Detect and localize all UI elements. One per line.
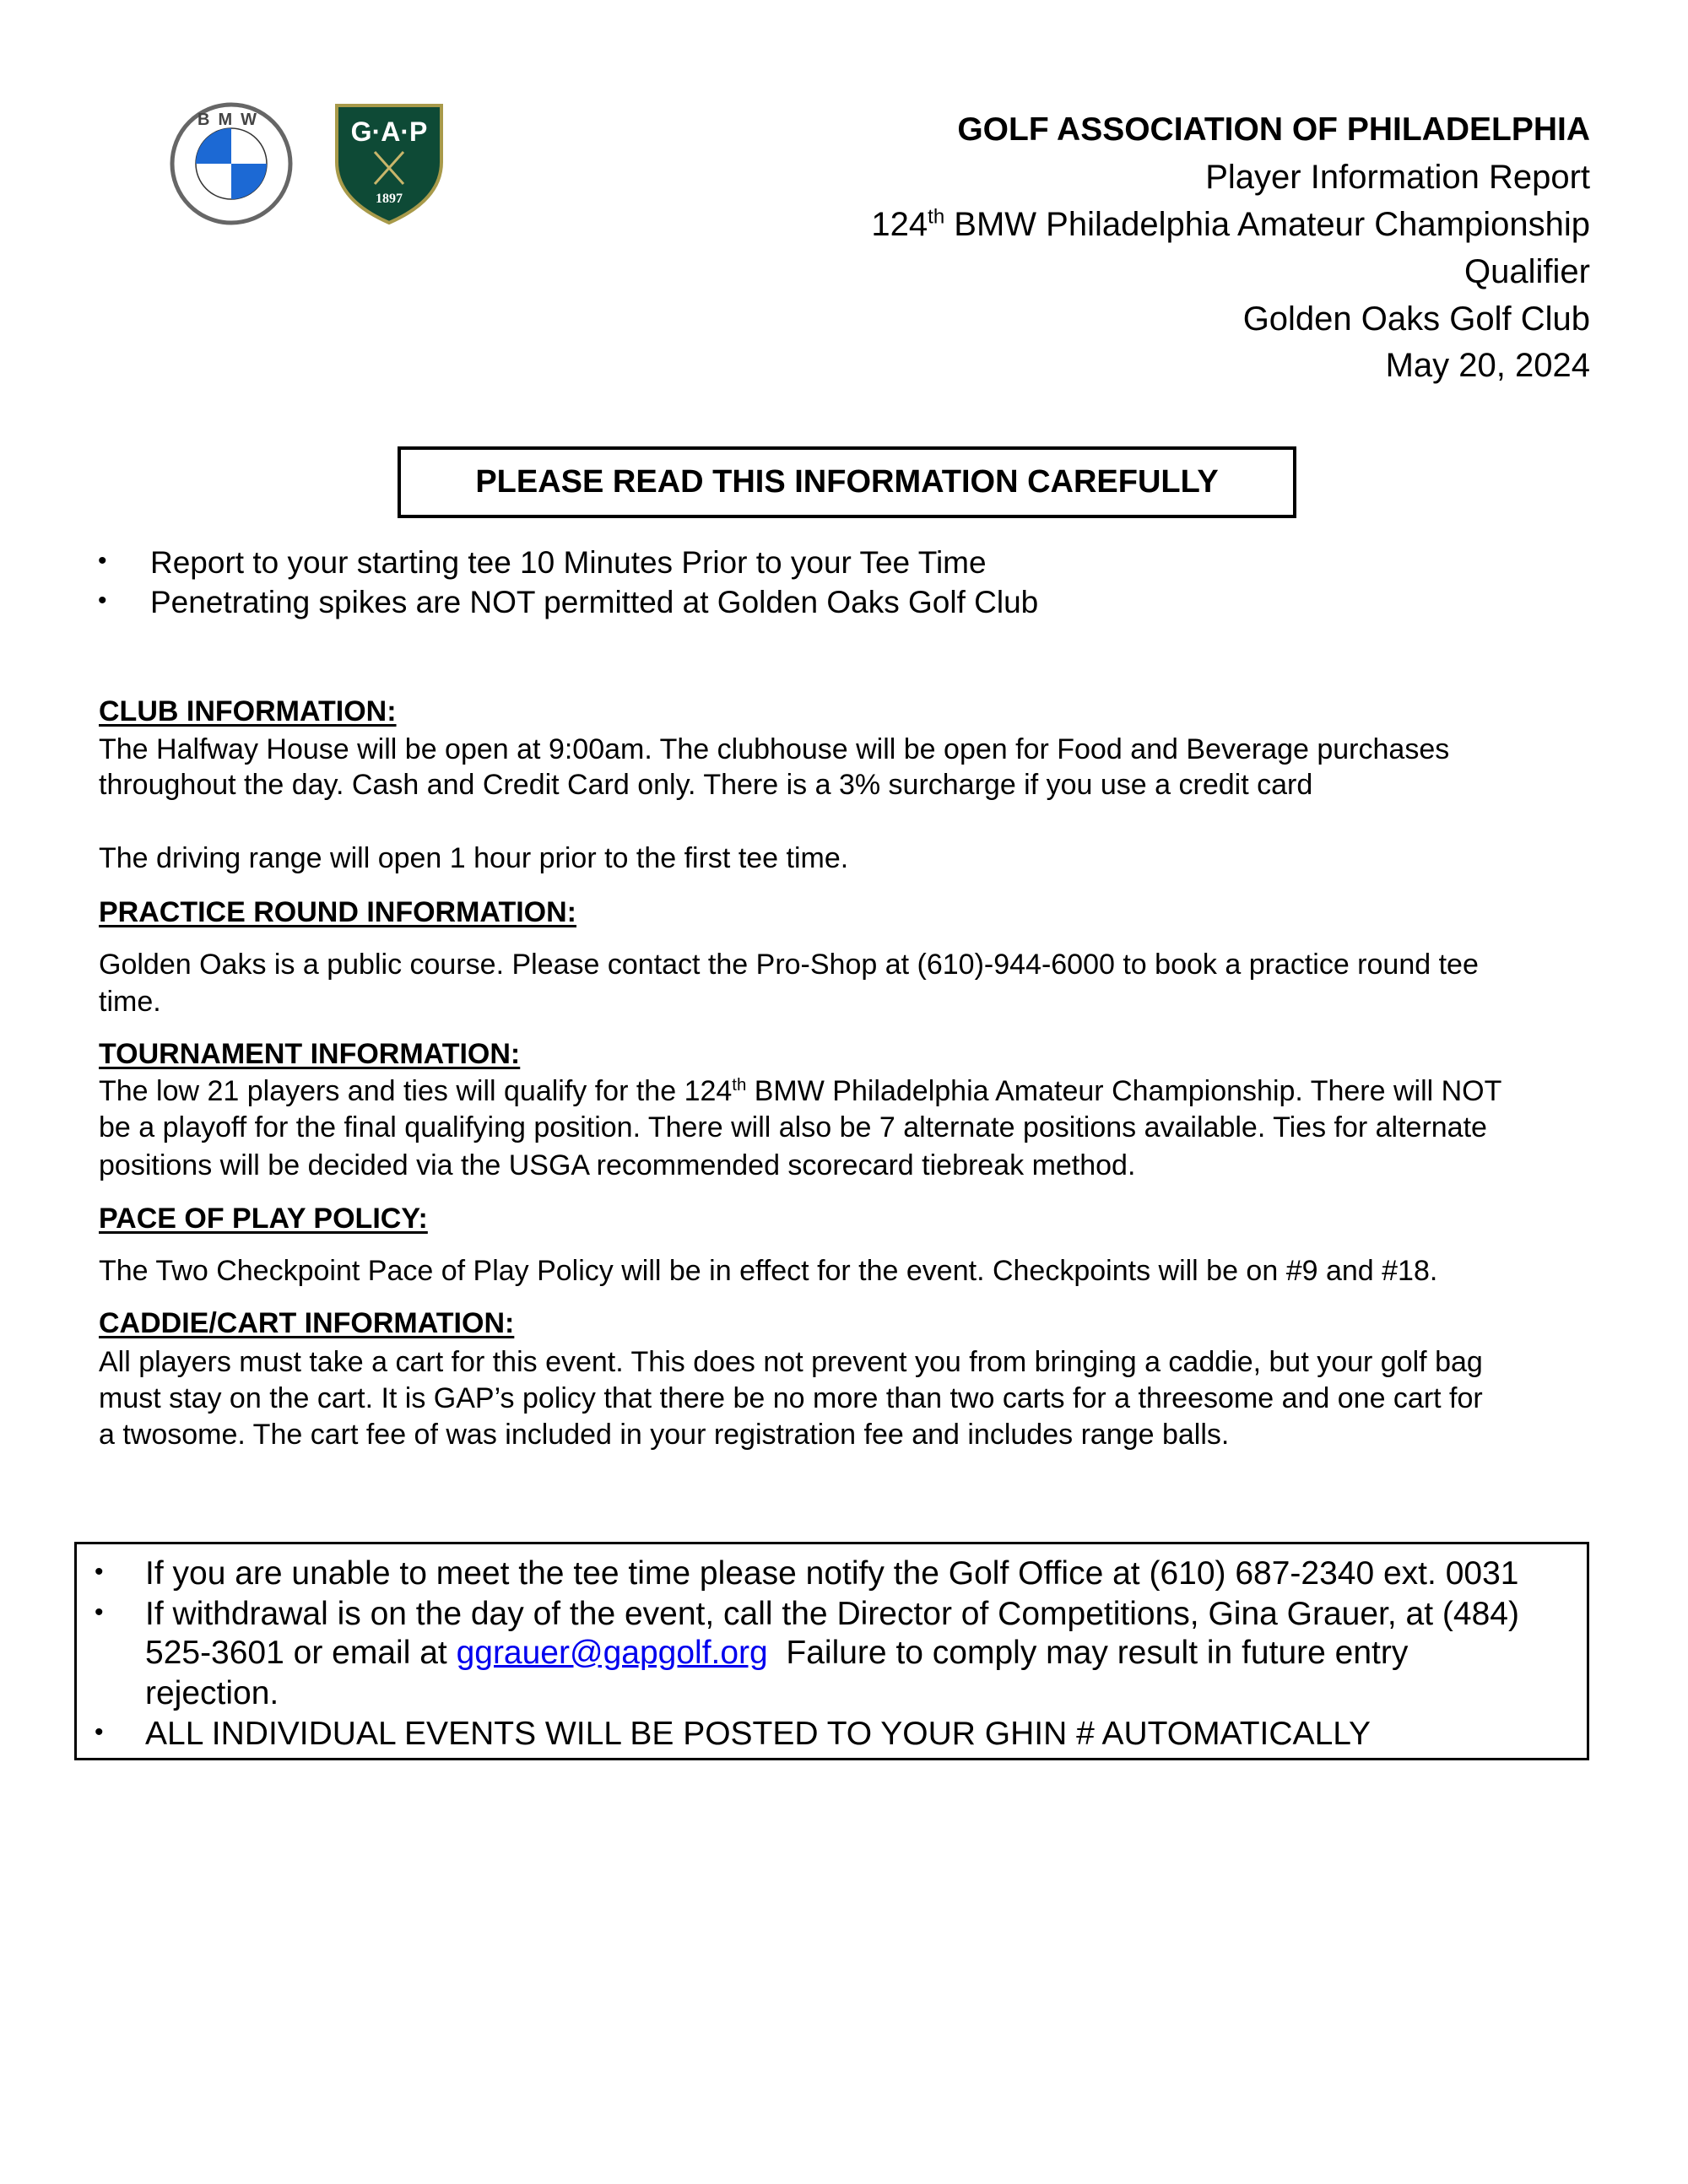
text-span: The low 21 players and ties will qualify for the 124 (99, 1075, 733, 1107)
box-item: If you are unable to meet the tee time please notify the Golf Office at (610) 687-2340 ext. 0031 (145, 1555, 1519, 1592)
event-date: May 20, 2024 (1385, 347, 1590, 384)
section-title-caddie: CADDIE/CART INFORMATION: (99, 1307, 515, 1339)
venue: Golden Oaks Golf Club (1242, 300, 1590, 338)
tournament-text-line (99, 1075, 1501, 1108)
club-text-line: The driving range will open 1 hour prior to the first tee time. (99, 842, 849, 874)
bullet-item: Penetrating spikes are NOT permitted at Golden Oaks Golf Club (150, 585, 1039, 619)
gap-logo-year: 1897 (376, 192, 403, 206)
event-type: Qualifier (1464, 253, 1590, 290)
bmw-logo (169, 101, 294, 226)
text-span: 525-3601 or email at (145, 1635, 457, 1671)
bullet-icon: • (95, 1558, 104, 1586)
pace-text-line: The Two Checkpoint Pace of Play Policy will be in effect for the event. Checkpoints will be on #9 and #18. (99, 1255, 1438, 1287)
event-title (871, 206, 1590, 244)
section-title-tournament: TOURNAMENT INFORMATION: (99, 1038, 521, 1070)
section-title-pace: PACE OF PLAY POLICY: (99, 1203, 428, 1235)
report-title: Player Information Report (1205, 159, 1590, 196)
event-name: BMW Philadelphia Amateur Championship (944, 206, 1590, 243)
tournament-text-line: be a playoff for the final qualifying position. There will also be 7 alternate positions available. Ties for alternate (99, 1111, 1487, 1143)
caddie-text-line: All players must take a cart for this event. This does not prevent you from bringing a caddie, but your golf bag (99, 1346, 1483, 1378)
box-item (145, 1635, 1408, 1672)
email-link[interactable]: ggrauer@gapgolf.org (456, 1635, 768, 1671)
club-text-line: throughout the day. Cash and Credit Card only. There is a 3% surcharge if you use a credit card (99, 769, 1313, 801)
gap-logo (334, 103, 444, 225)
box-item: If withdrawal is on the day of the event, call the Director of Competitions, Gina Grauer, at (484) (145, 1596, 1519, 1632)
bullet-icon: • (98, 547, 107, 575)
box-item: rejection. (145, 1675, 279, 1711)
caddie-text-line: must stay on the cart. It is GAP’s policy that there be no more than two carts for a threesome and one cart for (99, 1382, 1483, 1414)
bullet-icon: • (98, 587, 107, 614)
org-name: GOLF ASSOCIATION OF PHILADELPHIA (957, 111, 1590, 148)
club-text-line: The Halfway House will be open at 9:00am. The clubhouse will be open for Food and Beverage purchases (99, 733, 1450, 765)
bmw-logo-text: BMW (197, 111, 265, 129)
section-title-practice: PRACTICE ROUND INFORMATION: (99, 896, 576, 928)
practice-text-line: Golden Oaks is a public course. Please contact the Pro-Shop at (610)-944-6000 to book a practice round tee (99, 949, 1479, 981)
bullet-item: Report to your starting tee 10 Minutes Prior to your Tee Time (150, 545, 987, 580)
tournament-text-line: positions will be decided via the USGA recommended scorecard tiebreak method. (99, 1149, 1136, 1181)
event-suffix: th (928, 205, 945, 229)
notice-text: PLEASE READ THIS INFORMATION CAREFULLY (475, 464, 1219, 500)
gap-logo-text: G·A·P (350, 116, 428, 147)
event-number: 124 (871, 206, 928, 243)
superscript: th (732, 1075, 747, 1095)
section-title-club: CLUB INFORMATION: (99, 695, 397, 727)
caddie-text-line: a twosome. The cart fee of was included in your registration fee and includes range balls. (99, 1419, 1230, 1451)
box-item: ALL INDIVIDUAL EVENTS WILL BE POSTED TO YOUR GHIN # AUTOMATICALLY (145, 1716, 1372, 1752)
practice-text-line: time. (99, 986, 161, 1018)
bullet-icon: • (95, 1598, 104, 1626)
notice-box (398, 446, 1296, 518)
text-span: BMW Philadelphia Amateur Championship. There will NOT (746, 1075, 1502, 1107)
text-span: Failure to comply may result in future entry (767, 1635, 1409, 1671)
bullet-icon: • (95, 1718, 104, 1746)
